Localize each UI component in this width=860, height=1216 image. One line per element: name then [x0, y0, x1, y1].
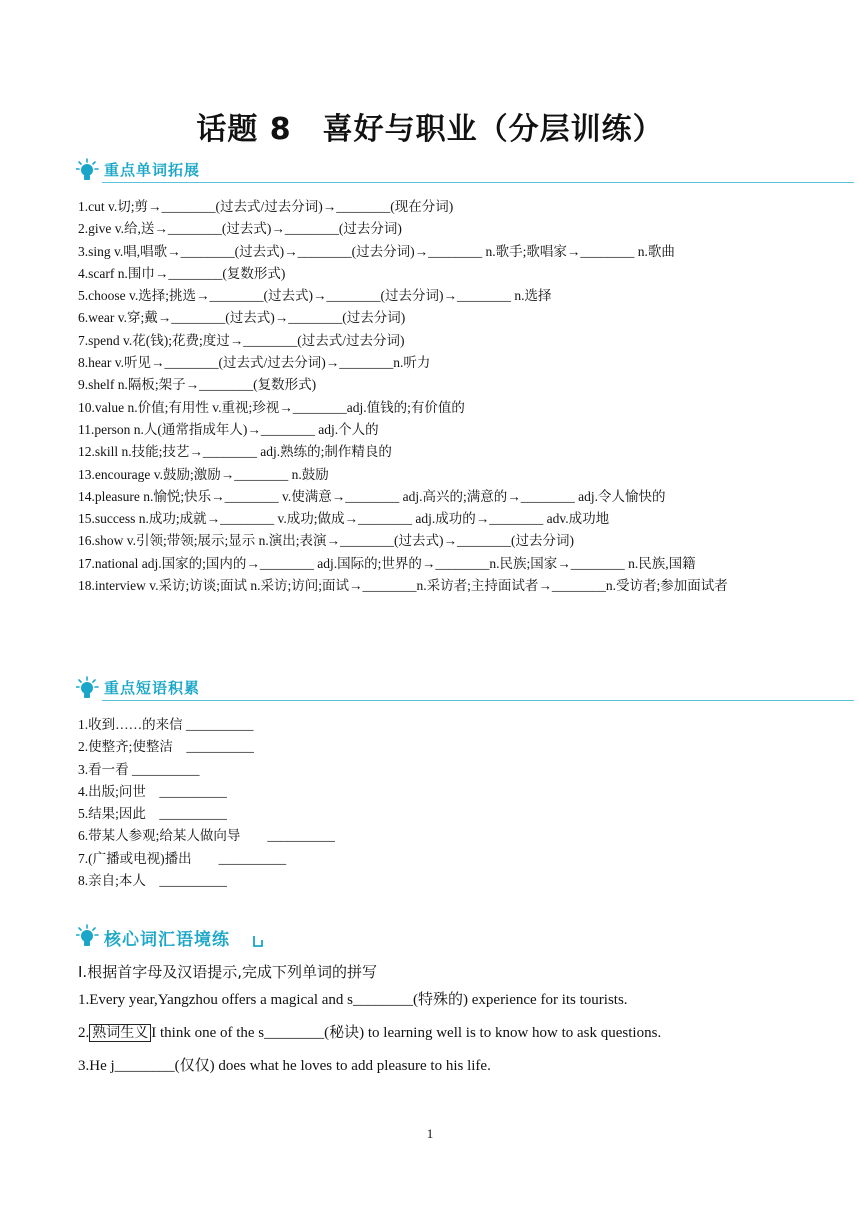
list-item: 9.shelf n.隔板;架子→________(复数形式) [78, 377, 317, 393]
list-item: 7.spend v.花(钱);花费;度过→________(过去式/过去分词) [78, 332, 405, 348]
list-item: 18.interview v.采访;访谈;面试 n.采访;访问;面试→________n.采访者;主持面试者→________n.受访者;参加面试者 [78, 578, 728, 594]
question-number: 2. [78, 1025, 90, 1041]
list-item: 3.看一看 __________ [78, 761, 200, 777]
list-item: 16.show v.引领;带领;展示;显示 n.演出;表演→________(过去式)→________(过去分词) [78, 533, 574, 549]
list-item: 5.choose v.选择;挑选→________(过去式)→________(过去分词)→________ n.选择 [78, 288, 552, 304]
list-item: 3.sing v.唱,唱歌→________(过去式)→________(过去分词)→________ n.歌手;歌唱家→________ n.歌曲 [78, 243, 675, 259]
page-number: 1 [426, 1126, 434, 1141]
question-text: I think one of the s________(秘诀) to learning well is to know how to ask questions. [151, 1025, 662, 1041]
list-item: 10.value n.价值;有用性 v.重视;珍视→________adj.值钱的;有价值的 [78, 399, 465, 415]
list-item: 4.scarf n.围巾→________(复数形式) [78, 265, 286, 281]
list-item: 14.pleasure n.愉悦;快乐→________ v.使满意→________ adj.高兴的;满意的→________ adj.令人愉快的 [78, 488, 666, 504]
section-rule [102, 700, 854, 701]
list-item: 6.wear v.穿;戴→________(过去式)→________(过去分词) [78, 310, 406, 326]
list-item: 5.结果;因此 __________ [78, 806, 227, 822]
list-item: 13.encourage v.鼓励;激励→________ n.鼓励 [78, 466, 329, 482]
list-item: 4.出版;问世 __________ [78, 783, 227, 799]
question-2 [78, 1017, 798, 1050]
phrase-list [78, 714, 790, 892]
list-item: 6.带某人参观;给某人做向导 __________ [78, 828, 335, 844]
list-item: 8.亲自;本人 __________ [78, 873, 227, 889]
corner-bracket-icon [252, 934, 264, 948]
list-item: 2.使整齐;使整洁 __________ [78, 739, 254, 755]
list-item: 1.收到……的来信 __________ [78, 717, 254, 732]
section-title-phrases: 重点短语积累 [104, 679, 201, 697]
practice-block [78, 960, 798, 1083]
page-title: 话题 8 喜好与职业（分层训练） [196, 112, 664, 147]
lightbulb-icon [76, 158, 102, 184]
section-title-vocab: 重点单词拓展 [104, 161, 201, 179]
list-item: 15.success n.成功;成就→________ v.成功;做成→________ adj.成功的→________ adv.成功地 [78, 511, 610, 527]
list-item: 1.cut v.切;剪→________(过去式/过去分词)→________(现在分词) [78, 199, 454, 214]
list-item: 7.(广播或电视)播出 __________ [78, 850, 287, 866]
list-item: 8.hear v.听见→________(过去式/过去分词)→________n.听力 [78, 355, 431, 371]
list-item: 11.person n.人(通常指成年人)→________ adj.个人的 [78, 421, 379, 437]
section-title-practice: 核心词汇语境练 [104, 930, 230, 950]
tag-badge: 熟词生义 [89, 1024, 151, 1042]
section-rule [102, 182, 854, 183]
list-item: 17.national adj.国家的;国内的→________ adj.国际的;世界的→________n.民族;国家→________ n.民族,国籍 [78, 555, 696, 571]
list-item: 2.give v.给,送→________(过去式)→________(过去分词) [78, 221, 402, 237]
lightbulb-icon [76, 676, 102, 702]
practice-instruction: Ⅰ.根据首字母及汉语提示,完成下列单词的拼写 [78, 963, 377, 981]
question-1: 1.Every year,Yangzhou offers a magical and s________(特殊的) experience for its tourists. [78, 992, 628, 1008]
lightbulb-icon [76, 924, 102, 950]
question-3: 3.He j________(仅仅) does what he loves to add pleasure to his life. [78, 1058, 491, 1074]
list-item: 12.skill n.技能;技艺→________ adj.熟练的;制作精良的 [78, 444, 392, 460]
vocab-list [78, 196, 790, 597]
